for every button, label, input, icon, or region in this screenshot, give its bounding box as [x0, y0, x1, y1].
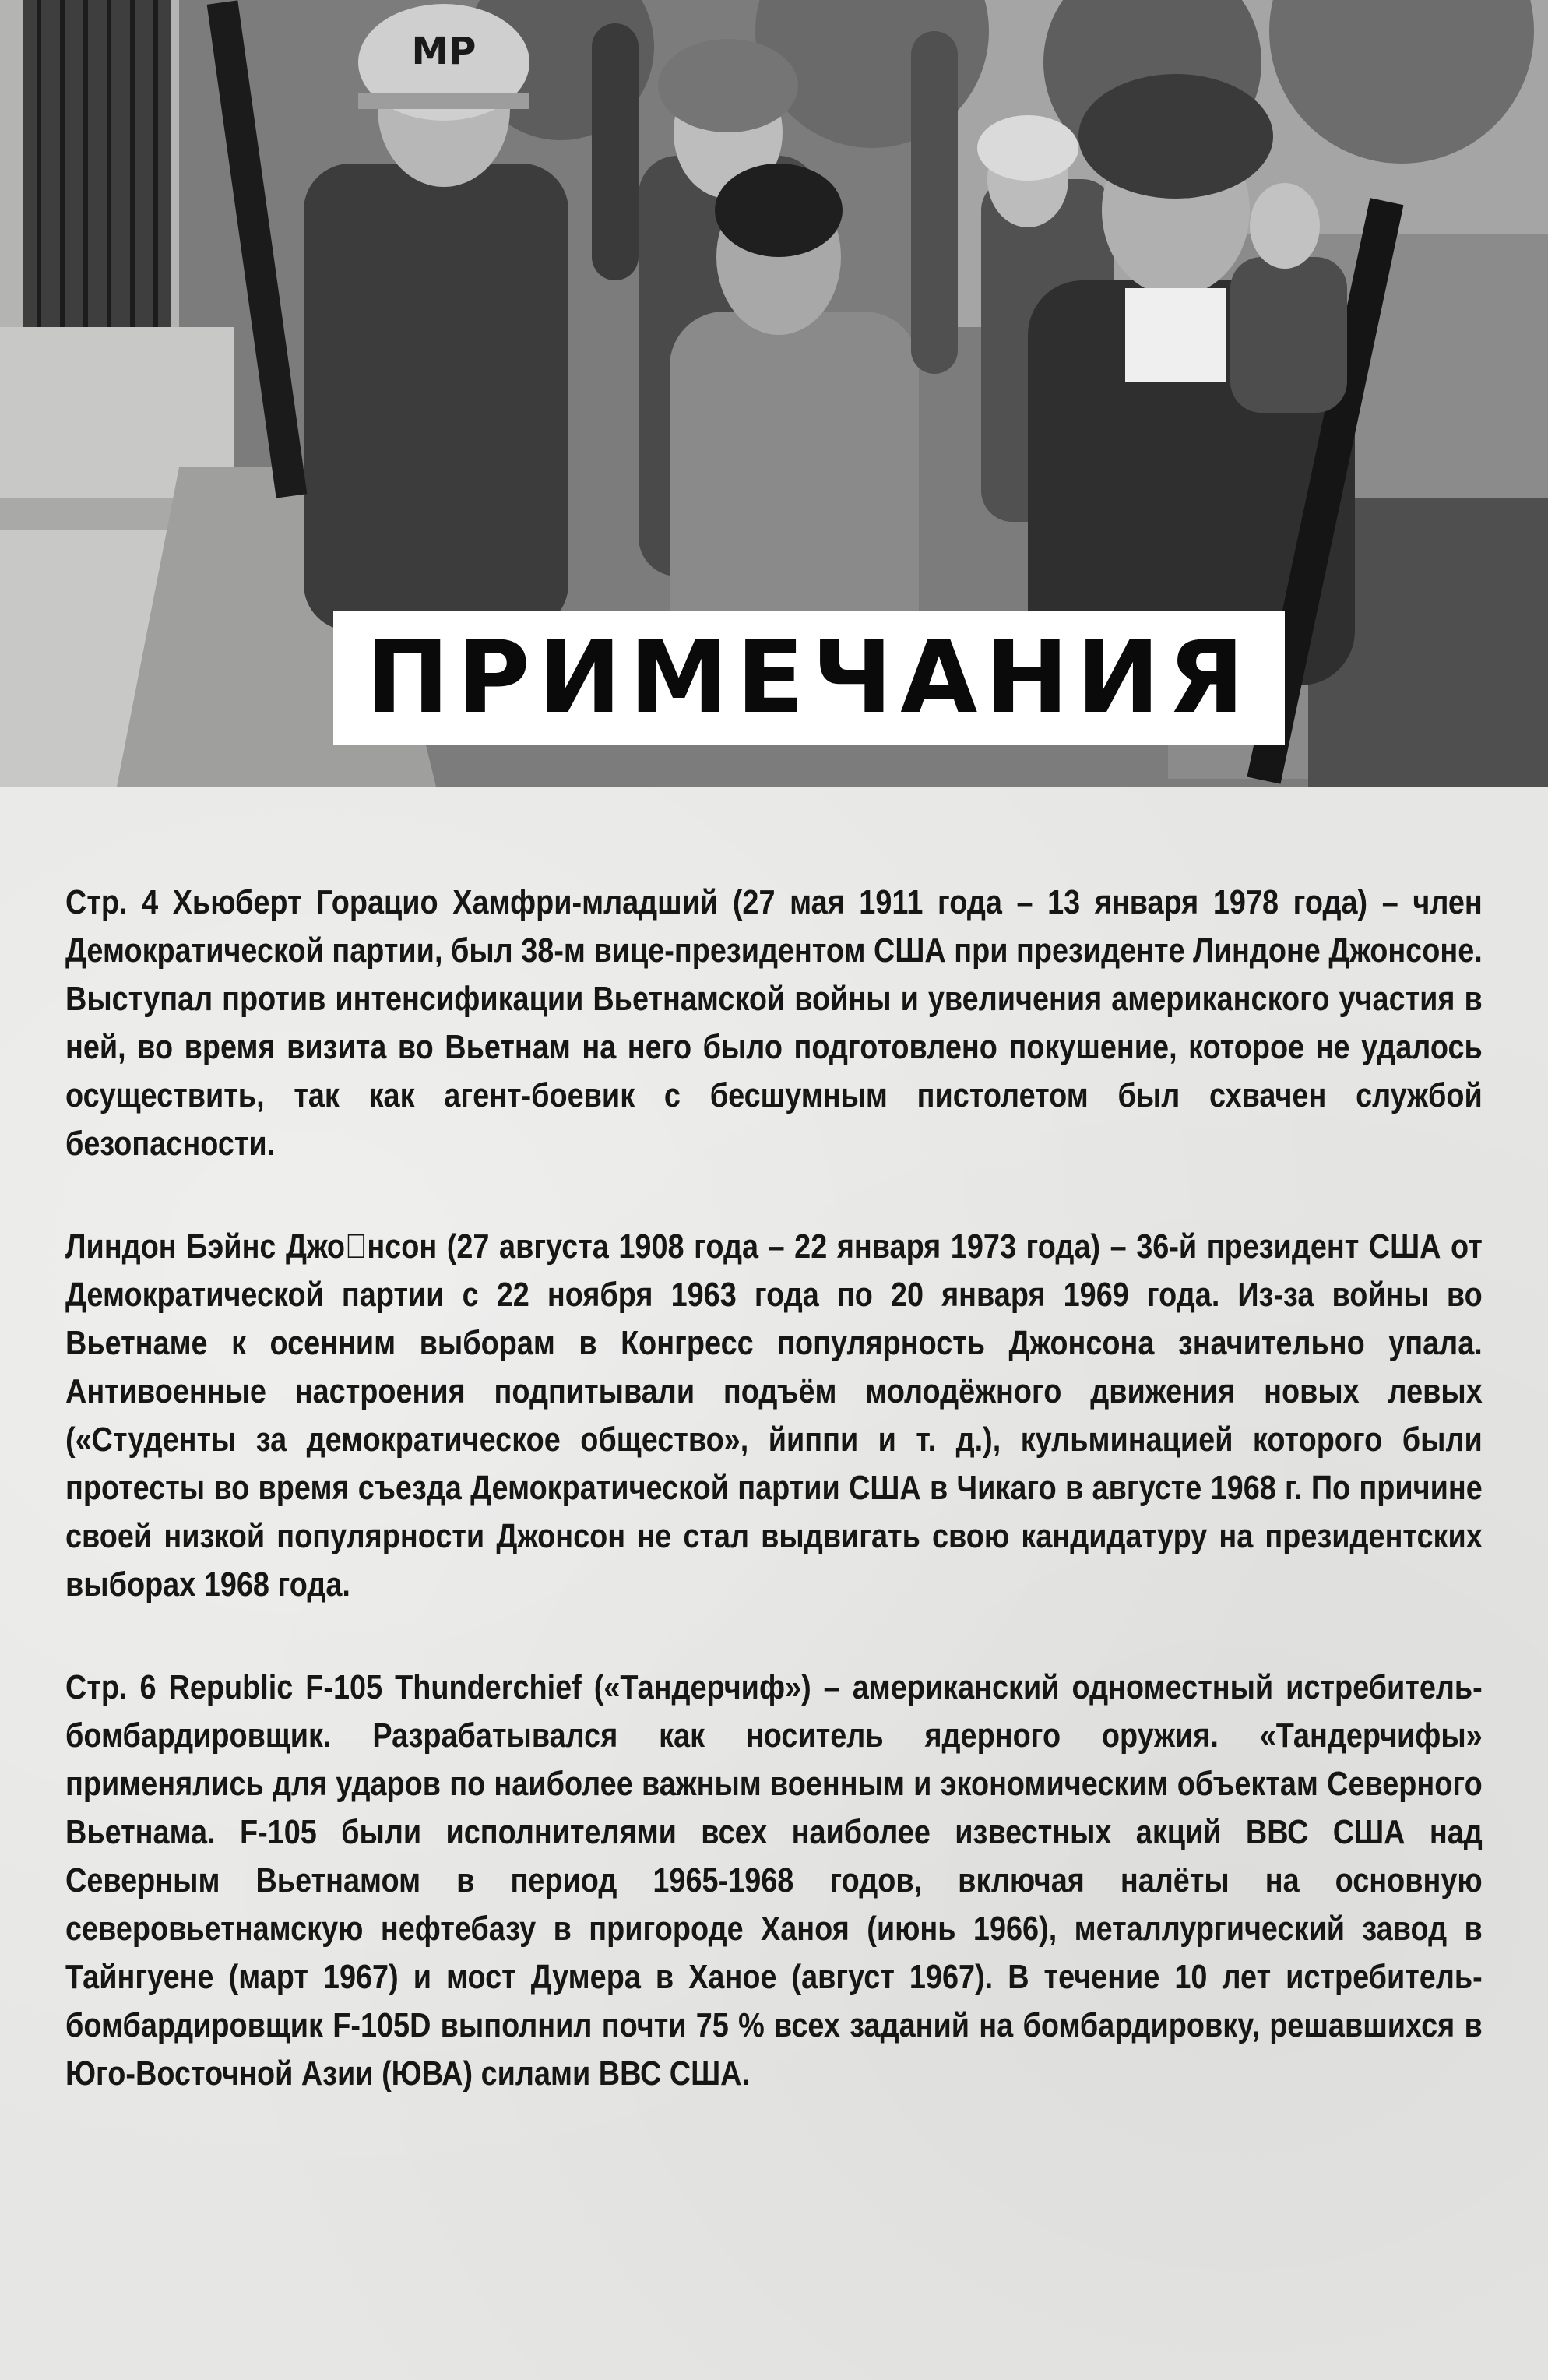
helmet-mp-label: MP	[411, 30, 477, 73]
title-banner	[333, 611, 1285, 745]
notes-section	[65, 878, 1483, 2153]
note-thunderchief: Стр. 6 Republic F-105 Thunderchief («Тандерчиф») – американский одноместный истребитель-бомбардировщик. Разрабатывался как носитель ядерного оружия. «Тандерчифы» применялись для ударов по наиболее важным военным и экономическим объектам Северного Вьетнама. F-105 были исполнителями всех наиболее известных акций ВВС США над Северным Вьетнамом в период 1965-1968 годов, включая налёты на основную северовьетнамскую нефтебазу в пригороде Ханоя (июнь 1966), металлургический завод в Тайнгуене (март 1967) и мост Думера в Ханое (август 1967). В течение 10 лет истребитель-бомбардировщик F-105D выполнил почти 75 % всех заданий на бомбардировку, решавшихся в Юго-Восточной Азии (ЮВА) силами ВВС США.	[65, 1668, 1483, 2093]
page-title: ПРИМЕЧАНИЯ	[365, 620, 1253, 736]
note-johnson: Линдон Бэйнс Джо нсон (27 августа 1908 года – 22 января 1973 года) – 36-й президент США от Демократической партии с 22 ноября 1963 года по 20 января 1969 года. Из-за войны во Вьетнаме к осенним выборам в Конгресс популярность Джонсона значительно упала. Антивоенные настроения подпитывали подъём молодёжного движения новых левых («Студенты за демократическое общество», йиппи и т. д.), кульминацией которого были протесты во время съезда Демократической партии США в Чикаго в августе 1968 г. По причине своей низкой популярности Джонсон не стал выдвигать свою кандидатуру на президентских выборах 1968 года.	[65, 1227, 1483, 1604]
header-photo	[0, 0, 1548, 787]
note-humphrey: Стр. 4 Хьюберт Горацио Хамфри-младший (27 мая 1911 года – 13 января 1978 года) – член Демократической партии, был 38-м вице-президентом США при президенте Линдоне Джонсоне. Выступал против интенсификации Вьетнамской войны и увеличения американского участия в ней, во время визита во Вьетнам на него было подготовлено покушение, которое не удалось осуществить, так как агент-боевик с бесшумным пистолетом был схвачен службой безопасности.	[65, 883, 1483, 1163]
